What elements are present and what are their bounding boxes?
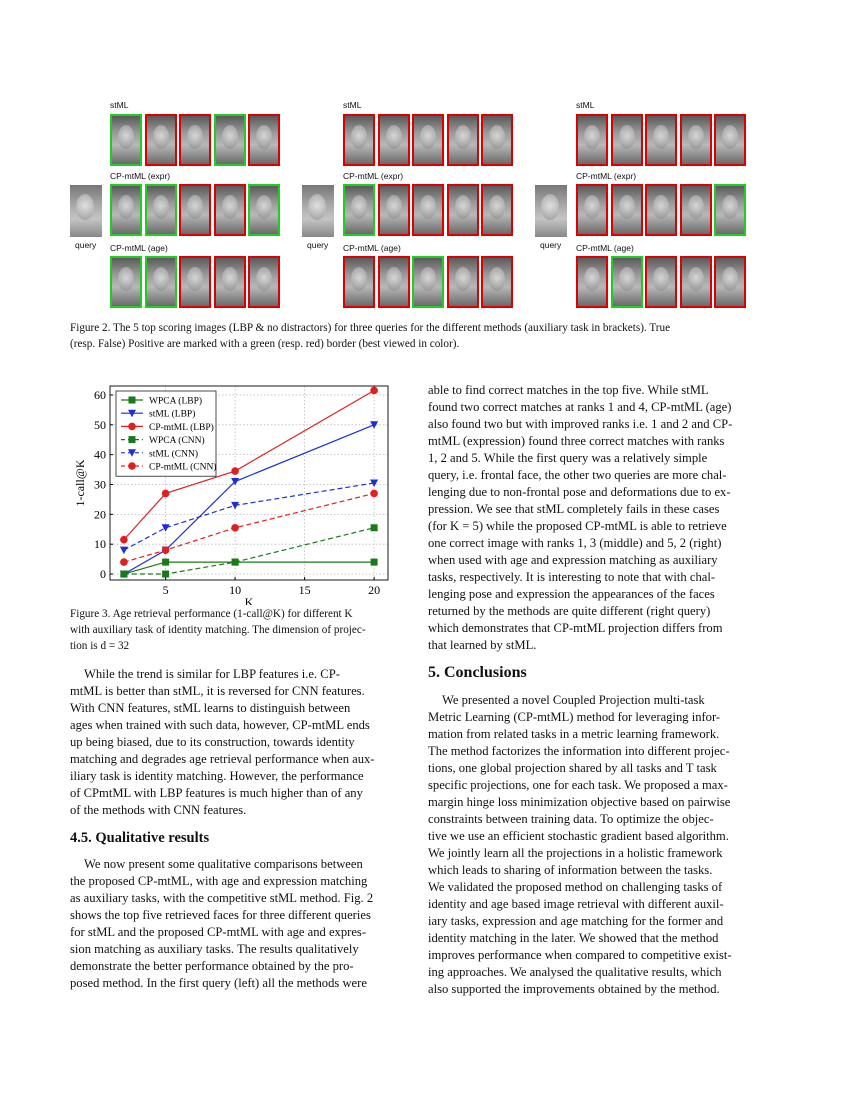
right-paragraph-2 (428, 692, 758, 998)
text-line: the proposed CP-mtML, with age and expression matching (70, 874, 368, 888)
retrieved-face-false-positive (447, 184, 479, 236)
figure-3-chart (70, 380, 400, 605)
text-line: one correct image with ranks 1, 3 (middle) and 5, 2 (right) (428, 536, 722, 550)
retrieved-face-false-positive (447, 256, 479, 308)
left-paragraph-2 (70, 856, 400, 992)
x-tick-label: 5 (162, 583, 169, 597)
text-line: of the methods with CNN features. (70, 803, 247, 817)
text-line: (for K = 5) while the proposed CP-mtML is able to retrieve (428, 519, 727, 533)
data-point (162, 490, 170, 498)
retrieved-face-true-positive (110, 114, 142, 166)
retrieved-face-false-positive (179, 184, 211, 236)
retrieved-face-true-positive (110, 256, 142, 308)
figure-2-caption-line: (resp. False) Positive are marked with a green (resp. red) border (best viewed in color). (70, 338, 460, 350)
section-heading-4-5: 4.5. Qualitative results (70, 830, 210, 846)
text-line: as auxiliary tasks, with the competitive stML method. Fig. 2 (70, 891, 374, 905)
retrieved-face-false-positive (576, 256, 608, 308)
text-line: While the trend is similar for LBP features i.e. CP- (84, 667, 340, 681)
data-point (162, 571, 169, 578)
text-line: We now present some qualitative comparisons between (84, 857, 363, 871)
retrieved-face-false-positive (481, 256, 513, 308)
retrieved-face-true-positive (343, 184, 375, 236)
legend-marker (128, 423, 136, 431)
data-point (162, 559, 169, 566)
data-point (371, 524, 378, 531)
method-label-age: CP-mtML (age) (343, 243, 401, 253)
retrieved-face-false-positive (680, 114, 712, 166)
text-line: ing approaches. We analysed the qualitative results, which (428, 965, 722, 979)
retrieved-face-false-positive (576, 184, 608, 236)
text-line: improves performance when compared to competitive exist- (428, 948, 732, 962)
text-line: We validated the proposed method on challenging tasks of (428, 880, 723, 894)
section-heading-5: 5. Conclusions (428, 664, 527, 681)
retrieved-face-false-positive (645, 184, 677, 236)
retrieved-face-false-positive (343, 114, 375, 166)
text-line: shows the top five retrieved faces for three different queries (70, 908, 371, 922)
figure-3-caption-line: with auxiliary task of identity matching. The dimension of projec- (70, 624, 366, 636)
figure-2-caption (70, 320, 782, 352)
y-tick-label: 0 (100, 567, 106, 582)
text-line: mtML (expression) found three correct matches with ranks (428, 434, 725, 448)
retrieved-face-true-positive (110, 184, 142, 236)
y-tick-label: 50 (94, 417, 106, 432)
text-line: of CPmtML with LBP features is much higher than of any (70, 786, 363, 800)
retrieved-face-false-positive (248, 256, 280, 308)
text-line: lenging pose and expression the appearances of the faces (428, 587, 715, 601)
text-line: constraints between training data. To optimize the objec- (428, 812, 714, 826)
legend-entry: CP-mtML (CNN) (149, 462, 217, 473)
query-face-image (535, 185, 567, 237)
retrieved-face-true-positive (412, 256, 444, 308)
data-point (231, 524, 239, 532)
method-label-age: CP-mtML (age) (576, 243, 634, 253)
retrieved-face-true-positive (145, 256, 177, 308)
text-line: iary tasks, expression and age matching for the former and (428, 914, 724, 928)
query-label: query (540, 240, 562, 250)
legend-marker (128, 462, 136, 470)
method-label-stml: stML (343, 100, 362, 110)
text-line: that learned by stML. (428, 638, 537, 652)
legend-entry: WPCA (LBP) (149, 396, 203, 407)
retrieved-face-false-positive (611, 114, 643, 166)
text-line: query, i.e. frontal face, the other two queries are more chal- (428, 468, 727, 482)
text-line: We presented a novel Coupled Projection multi-task (442, 693, 705, 707)
text-line: tasks, respectively. It is interesting to note that with chal- (428, 570, 716, 584)
text-line: margin hinge loss minimization objective based on pairwise (428, 795, 731, 809)
text-line: which leads to sharing of information between the tasks. (428, 863, 713, 877)
legend-entry: stML (LBP) (149, 409, 196, 420)
text-line: posed method. In the first query (left) all the methods were (70, 976, 367, 990)
figure-3-caption (70, 606, 400, 654)
text-line: tions, one global projection shared by all tasks and T task (428, 761, 717, 775)
retrieved-face-false-positive (680, 184, 712, 236)
retrieved-face-false-positive (179, 256, 211, 308)
text-line: demonstrate the better performance obtained by the pro- (70, 959, 354, 973)
figure-3-caption-line: tion is d = 32 (70, 640, 130, 652)
text-line: iliary task is identity matching. However, the performance (70, 769, 364, 783)
legend-entry: stML (CNN) (149, 449, 198, 460)
data-point (120, 536, 128, 544)
retrieved-face-false-positive (481, 114, 513, 166)
text-line: when used with age and expression matching as auxiliary (428, 553, 718, 567)
retrieved-face-false-positive (645, 114, 677, 166)
retrieved-face-false-positive (343, 256, 375, 308)
text-line: The method factorizes the information into different projec- (428, 744, 730, 758)
method-label-expr: CP-mtML (expr) (576, 171, 637, 181)
legend-marker (129, 397, 136, 404)
data-point (162, 546, 170, 554)
data-point (120, 558, 128, 566)
query-face-image (302, 185, 334, 237)
text-line: up being biased, due to its construction, towards identity (70, 735, 355, 749)
y-tick-label: 60 (94, 387, 106, 402)
data-point (232, 559, 239, 566)
figure-2-caption-line: Figure 2. The 5 top scoring images (LBP & no distractors) for three queries for the different methods (auxiliary task in brackets). True (70, 322, 671, 334)
method-label-stml: stML (576, 100, 595, 110)
text-line: sion matching as auxiliary tasks. The results qualitatively (70, 942, 359, 956)
retrieved-face-false-positive (412, 114, 444, 166)
retrieved-face-false-positive (680, 256, 712, 308)
text-line: ages when trained with such data, however, CP-mtML ends (70, 718, 370, 732)
retrieved-face-true-positive (611, 256, 643, 308)
retrieved-face-false-positive (645, 256, 677, 308)
data-point (370, 387, 378, 395)
y-axis-label: 1-call@K (73, 459, 87, 507)
retrieved-face-false-positive (447, 114, 479, 166)
text-line: tive we use an efficient stochastic gradient based algorithm. (428, 829, 729, 843)
y-tick-label: 40 (94, 447, 106, 462)
text-line: matching and degrades age retrieval performance when aux- (70, 752, 375, 766)
query-label: query (307, 240, 329, 250)
text-line: identity matching in the later. We showed that the method (428, 931, 719, 945)
legend-entry: WPCA (CNN) (149, 436, 205, 447)
left-paragraph-1 (70, 666, 400, 819)
retrieved-face-false-positive (378, 256, 410, 308)
text-line: specific projections, one for each task. We proposed a max- (428, 778, 728, 792)
retrieved-face-true-positive (248, 184, 280, 236)
legend-entry: CP-mtML (LBP) (149, 422, 214, 433)
text-line: mation from related tasks in a metric learning framework. (428, 727, 720, 741)
retrieved-face-false-positive (378, 114, 410, 166)
text-line: returned by the methods are quite different (right query) (428, 604, 711, 618)
data-point (371, 559, 378, 566)
retrieved-face-false-positive (179, 114, 211, 166)
x-tick-label: 20 (368, 583, 381, 597)
data-point (370, 490, 378, 498)
right-paragraph-1 (428, 382, 758, 654)
query-label: query (75, 240, 97, 250)
y-tick-label: 30 (94, 477, 106, 492)
text-line: mtML is better than stML, it is reversed for CNN features. (70, 684, 365, 698)
retrieved-face-true-positive (145, 184, 177, 236)
retrieved-face-true-positive (214, 114, 246, 166)
text-line: also found two but with improved ranks i.e. 1 and 2 and CP- (428, 417, 733, 431)
retrieved-face-false-positive (145, 114, 177, 166)
text-line: Metric Learning (CP-mtML) method for leveraging infor- (428, 710, 721, 724)
retrieved-face-false-positive (214, 256, 246, 308)
x-tick-label: 10 (229, 583, 242, 597)
text-line: able to find correct matches in the top five. While stML (428, 383, 709, 397)
retrieved-face-false-positive (412, 184, 444, 236)
retrieved-face-false-positive (214, 184, 246, 236)
method-label-expr: CP-mtML (expr) (110, 171, 171, 181)
figure-3-caption-line: Figure 3. Age retrieval performance (1-call@K) for different K (70, 608, 353, 620)
query-face-image (70, 185, 102, 237)
retrieved-face-false-positive (378, 184, 410, 236)
legend-marker (129, 436, 136, 443)
retrieved-face-false-positive (248, 114, 280, 166)
text-line: for stML and the proposed CP-mtML with age and expres- (70, 925, 367, 939)
method-label-stml: stML (110, 100, 129, 110)
text-line: lenging due to non-frontal pose and deformations due to ex- (428, 485, 731, 499)
text-line: 1, 2 and 5. While the first query was a relatively simple (428, 451, 708, 465)
text-line: also supported the improvements obtained by the method. (428, 982, 720, 996)
data-point (231, 467, 239, 475)
data-point (120, 571, 127, 578)
retrieved-face-false-positive (481, 184, 513, 236)
retrieved-face-false-positive (714, 256, 746, 308)
text-line: found two correct matches at ranks 1 and 4, CP-mtML (age) (428, 400, 732, 414)
method-label-age: CP-mtML (age) (110, 243, 168, 253)
x-axis-label: K (244, 595, 254, 605)
text-line: With CNN features, stML learns to distinguish between (70, 701, 351, 715)
text-line: pression. We see that stML completely fails in these cases (428, 502, 720, 516)
text-line: identity and age based image retrieval with different auxil- (428, 897, 724, 911)
x-tick-label: 15 (298, 583, 311, 597)
retrieved-face-true-positive (714, 184, 746, 236)
retrieved-face-false-positive (714, 114, 746, 166)
method-label-expr: CP-mtML (expr) (343, 171, 404, 181)
retrieved-face-false-positive (576, 114, 608, 166)
text-line: which demonstrates that CP-mtML projection differs from (428, 621, 723, 635)
y-tick-label: 20 (94, 507, 106, 522)
y-tick-label: 10 (94, 537, 106, 552)
retrieved-face-false-positive (611, 184, 643, 236)
text-line: We jointly learn all the projections in a holistic framework (428, 846, 723, 860)
